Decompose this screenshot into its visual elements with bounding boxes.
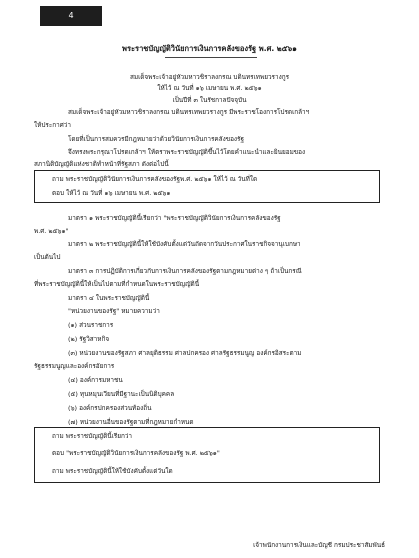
section-1-line-2: พ.ศ. ๒๕๖๑" <box>34 227 69 235</box>
proclamation-line-4: จึงทรงพระกรุณาโปรดเกล้าฯ ให้ตราพระราชบัญญัติขึ้นไว้โดยคำแนะนำและยินยอมของ <box>68 148 306 156</box>
footer-credit: เจ้าพนักงานการเงินและบัญชี กรมประชาสัมพันธ์ <box>253 541 385 549</box>
proclamation-line-1: สมเด็จพระเจ้าอยู่หัวมหาวชิราลงกรณ บดินทรเทพยวรางกูร มีพระราชโองการโปรดเกล้าฯ <box>68 108 310 116</box>
section-4-line-1: มาตรา ๔ ในพระราชบัญญัตินี้ <box>68 294 150 302</box>
qa-answer-date: ตอบ ให้ไว้ ณ วันที่ ๑๖ เมษายน พ.ศ. ๒๕๖๑ <box>52 189 171 197</box>
list-item: (๖) องค์กรปกครองส่วนท้องถิ่น <box>68 404 152 412</box>
qa-question-effective: ถาม พระราชบัญญัตินี้ให้ใช้บังคับตั้งแต่วันใด <box>52 467 173 475</box>
given-date: ให้ไว้ ณ วันที่ ๑๖ เมษายน พ.ศ. ๒๕๖๑ <box>157 84 262 92</box>
list-item: (๒) รัฐวิสาหกิจ <box>68 335 110 343</box>
section-4-definition: "หน่วยงานของรัฐ" หมายความว่า <box>68 307 160 315</box>
page-number: 4 <box>68 11 74 20</box>
list-item: (๕) ทุนหมุนเวียนที่มีฐานะเป็นนิติบุคคล <box>68 390 175 398</box>
title-divider <box>165 57 257 58</box>
list-item: (๑) ส่วนราชการ <box>68 321 114 329</box>
qa-question-date: ถาม พระราชบัญญัติวินัยการเงินการคลังของรัฐพ.ศ. ๒๕๖๑ ให้ไว้ ณ วันที่ใด <box>52 175 258 183</box>
reign-year: เป็นปีที่ ๓ ในรัชกาลปัจจุบัน <box>172 96 247 104</box>
list-item: (๗) หน่วยงานอื่นของรัฐตามที่กฎหมายกำหนด <box>68 418 194 426</box>
section-1-line-1: มาตรา ๑ พระราชบัญญัตินี้เรียกว่า "พระราชบัญญัติวินัยการเงินการคลังของรัฐ <box>68 214 281 222</box>
proclamation-line-3: โดยที่เป็นการสมควรมีกฎหมายว่าด้วยวินัยการเงินการคลังของรัฐ <box>68 135 244 143</box>
list-item: (๓) หน่วยงานของรัฐสภา ศาลยุติธรรม ศาลปกครอง ศาลรัฐธรรมนูญ องค์กรอิสระตาม <box>68 349 302 357</box>
proclamation-line-2: ให้ประกาศว่า <box>34 121 71 129</box>
list-item-continuation: รัฐธรรมนูญและองค์กรอัยการ <box>34 362 115 370</box>
king-name: สมเด็จพระเจ้าอยู่หัวมหาวชิราลงกรณ บดินทรเทพยวรางกูร <box>129 73 290 81</box>
document-title: พระราชบัญญัติวินัยการเงินการคลังของรัฐ พ.ศ. ๒๕๖๑ <box>122 44 297 53</box>
list-item: (๔) องค์การมหาชน <box>68 376 123 384</box>
qa-question-title: ถาม พระราชบัญญัตินี้เรียกว่า <box>52 432 133 440</box>
section-2-line-2: เป็นต้นไป <box>34 253 61 261</box>
section-3-line-1: มาตรา ๓ การปฏิบัติการเกี่ยวกับการเงินการคลังของรัฐตามกฎหมายต่าง ๆ ถ้าเป็นกรณี <box>68 267 302 275</box>
page-number-box <box>40 6 102 26</box>
section-3-line-2: ที่พระราชบัญญัตินี้ให้เป็นไปตามที่กำหนดในพระราชบัญญัตินี้ <box>34 280 200 288</box>
proclamation-line-5: สภานิติบัญญัติแห่งชาติทำหน้าที่รัฐสภา ดังต่อไปนี้ <box>34 160 169 168</box>
qa-answer-title: ตอบ "พระราชบัญญัติวินัยการเงินการคลังของรัฐ พ.ศ. ๒๕๖๑" <box>52 449 220 457</box>
section-2-line-1: มาตรา ๒ พระราชบัญญัตินี้ให้ใช้บังคับตั้งแต่วันถัดจากวันประกาศในราชกิจจานุเบกษา <box>68 240 301 248</box>
